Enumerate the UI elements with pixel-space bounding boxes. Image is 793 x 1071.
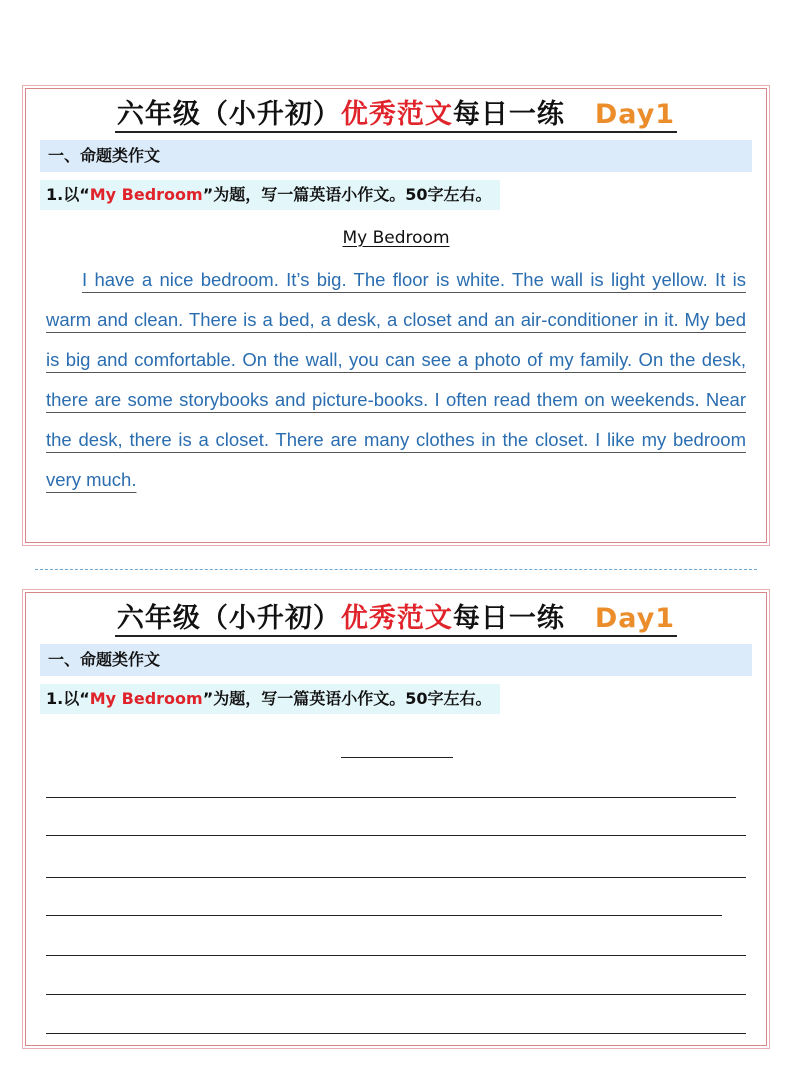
prompt-topic: My Bedroom [89,689,203,708]
writing-line[interactable] [46,797,736,798]
title-tail: 每日一练 [452,99,565,130]
writing-line[interactable] [46,955,746,956]
essay-body: I have a nice bedroom. It’s big. The floor is white. The wall is light yellow. It is warm and clean. There is a bed, a desk, a closet and an air-conditioner in it. My bed is big and comfortable. On the wall, you can see a photo of my family. On the desk, there are some storybooks and picture-books. I often read them on weekends. Near the desk, there is a closet. There are many clothes in the closet. I like my bedroom very much. [46,269,746,490]
sheet-title [26,603,766,641]
prompt-suffix: ”为题，写一篇英语小作文。50字左右。 [202,689,492,708]
essay-title: My Bedroom [342,228,450,248]
title-underline [115,99,677,133]
writing-line[interactable] [46,835,746,836]
sheet-divider [35,569,757,570]
prompt-prefix: 1.以“ [46,689,90,708]
practice-sheet [25,592,767,1046]
writing-line[interactable] [46,994,746,995]
writing-prompt [40,180,500,210]
prompt-prefix: 1.以“ [46,185,90,204]
prompt-topic: My Bedroom [89,185,203,204]
title-main: 六年级（小升初） [116,99,341,130]
title-day: Day1 [594,99,676,130]
sheet-title [26,99,766,137]
section-heading: 一、命题类作文 [40,140,752,172]
title-day: Day1 [594,603,676,634]
blank-title-line[interactable] [341,757,453,758]
model-essay-sheet [25,88,767,543]
writing-line[interactable] [46,915,722,916]
writing-line[interactable] [46,1033,746,1034]
title-highlight: 优秀范文 [340,99,453,130]
title-underline [115,603,677,637]
section-heading: 一、命题类作文 [40,644,752,676]
prompt-suffix: ”为题，写一篇英语小作文。50字左右。 [202,185,492,204]
title-tail: 每日一练 [452,603,565,634]
title-main: 六年级（小升初） [116,603,341,634]
writing-prompt [40,684,500,714]
title-highlight: 优秀范文 [340,603,453,634]
writing-line[interactable] [46,877,746,878]
